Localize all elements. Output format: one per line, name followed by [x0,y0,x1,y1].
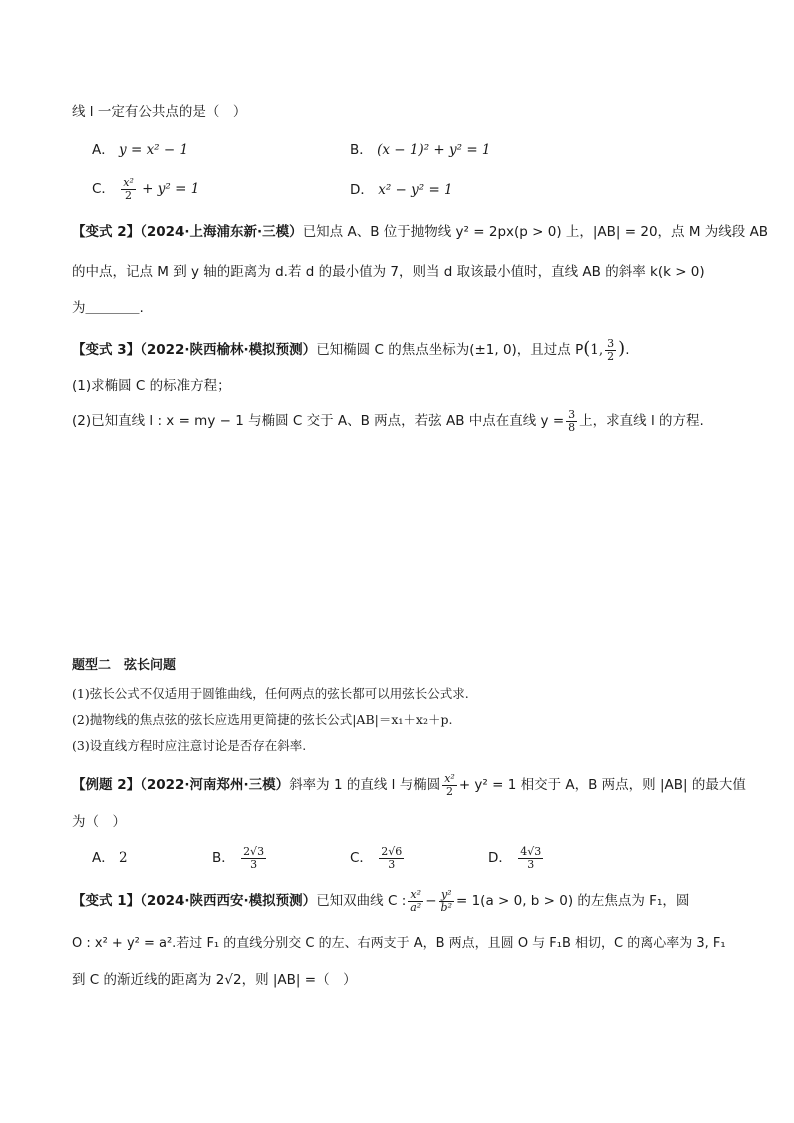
variant-1-fraction-y-denominator: b² [440,900,452,914]
option-b-text: (x − 1)² + y² = 1 [377,142,491,158]
variant-3-text-1b: . [625,342,630,358]
variant-3-sub-2-text-b: 上，求直线 l 的方程. [579,413,704,429]
option-b-label: B． [350,142,373,158]
variant-3-point-x: 1, [590,342,604,358]
variant-3-sub-2-text-a: (2)已知直线 l : x = my − 1 与椭圆 C 交于 A、B 两点，若弦 AB 中点在直线 y = [72,413,565,429]
example-2-option-d-label: D． [488,850,512,866]
example-2-option-a-label: A． [92,850,115,866]
variant-2-text-1: 已知点 A、B 位于抛物线 y² = 2px(p > 0) 上，|AB| = 20，点 M 为线段 AB [302,224,769,240]
example-2-option-b-label: B． [212,850,235,866]
example-2-option-c-denominator: 3 [388,857,396,871]
option-c [92,172,199,206]
option-d-label: D． [350,182,374,198]
option-c-denominator: 2 [125,188,133,202]
example-2-option-a-text: 2 [119,850,128,866]
variant-3-point-fraction [605,338,616,363]
example-2-denominator: 2 [446,784,454,798]
example-2-text-a: 斜率为 1 的直线 l 与椭圆 [289,777,441,793]
variant-1-fraction-x [408,889,423,914]
example-2-option-d-fraction [518,846,543,871]
example-2-option-c-numerator: 2√6 [381,844,403,858]
variant-1-fraction-y [439,889,454,914]
variant-3-sub-2-numerator: 3 [568,407,576,421]
example-2-fraction [442,773,457,798]
variant-3-source: （2022·陕西榆林·模拟预测） [140,342,317,358]
variant-1-tag: 【变式 1】 [72,893,141,909]
option-c-label: C． [92,181,115,197]
variant-2-line-3: 为＿＿＿＿. [72,300,144,316]
example-2-option-b-denominator: 3 [250,857,258,871]
variant-3-sub-2 [72,404,734,438]
variant-3-text-1: 已知椭圆 C 的焦点坐标为(±1, 0)，且过点 P [316,342,584,358]
variant-2-source: （2024·上海浦东新·三模） [140,224,303,240]
variant-3-sub-2-denominator: 8 [568,420,576,434]
option-c-numerator: x² [123,175,134,189]
option-c-fraction [121,177,136,202]
example-2-text-b: + y² = 1 相交于 A，B 两点，则 |AB| 的最大值 [458,777,746,793]
example-2-option-c-fraction [379,846,404,871]
example-2-numerator: x² [444,771,455,785]
section-heading: 题型二 弦长问题 [72,658,177,673]
example-2-option-c [350,840,406,876]
variant-1-source: （2024·陕西西安·模拟预测） [140,893,317,909]
example-2-option-c-label: C． [350,850,373,866]
example-2-source: （2022·河南郑州·三模） [140,777,290,793]
option-b [350,140,491,160]
variant-1-fraction-y-numerator: y² [439,889,454,902]
example-2-option-d-numerator: 4√3 [520,844,542,858]
variant-1-line-2: O : x² + y² = a².若过 F₁ 的直线分别交 C 的左、右两支于 A，B 两点，且圆 O 与 F₁B 相切，C 的离心率为 3, F₁ [72,936,726,951]
example-2-option-d [488,840,545,876]
example-2-tag: 【例题 2】 [72,777,141,793]
variant-1-text-b: = 1(a > 0, b > 0) 的左焦点为 F₁，圆 [455,893,690,909]
variant-3-tag: 【变式 3】 [72,342,141,358]
question-intro: 线 l 一定有公共点的是（ ） [72,104,247,120]
example-2-option-d-denominator: 3 [527,857,535,871]
note-2: (2)抛物线的焦点弦的弦长应选用更简捷的弦长公式|AB|＝x₁＋x₂＋p. [72,712,453,727]
variant-1-minus: − [425,893,437,909]
example-2-option-b-fraction [241,846,266,871]
variant-1-line-1 [72,884,734,918]
option-c-text: + y² = 1 [142,181,200,197]
example-2-option-b [212,840,268,876]
note-3: (3)设直线方程时应注意讨论是否存在斜率. [72,738,307,753]
option-a-text: y = x² − 1 [119,142,189,158]
variant-3-sub-1: (1)求椭圆 C 的标准方程； [72,378,231,394]
variant-1-line-3: 到 C 的渐近线的距离为 2√2，则 |AB| =（ ） [72,972,357,988]
option-a [92,140,188,160]
note-1: (1)弦长公式不仅适用于圆锥曲线，任何两点的弦长都可以用弦长公式求. [72,686,469,701]
variant-1-text-a: 已知双曲线 C : [316,893,407,909]
variant-2-line-1 [72,222,769,242]
variant-1-fraction-x-denominator: a² [410,900,422,914]
example-2-line-1 [72,768,746,802]
variant-2-line-2: 的中点，记点 M 到 y 轴的距离为 d.若 d 的最小值为 7，则当 d 取该最小值时，直线 AB 的斜率 k(k > 0) [72,264,705,280]
variant-3-sub-2-fraction [566,409,577,434]
example-2-option-b-numerator: 2√3 [243,844,265,858]
variant-2-tag: 【变式 2】 [72,224,141,240]
variant-3-point-denominator: 2 [607,349,615,363]
variant-3-point-numerator: 3 [607,336,615,350]
variant-1-fraction-x-numerator: x² [408,889,423,902]
example-2-line-2: 为（ ） [72,814,126,830]
option-d-text: x² − y² = 1 [378,182,453,198]
option-d [350,180,453,200]
variant-3-line-1: 【变式 3】（2022·陕西榆林·模拟预测）已知椭圆 C 的焦点坐标为(±1, 0)，且过点 P(1, $\frac{3}{2}$ ). [72,336,630,363]
option-a-label: A． [92,142,115,158]
example-2-option-a [92,848,128,868]
